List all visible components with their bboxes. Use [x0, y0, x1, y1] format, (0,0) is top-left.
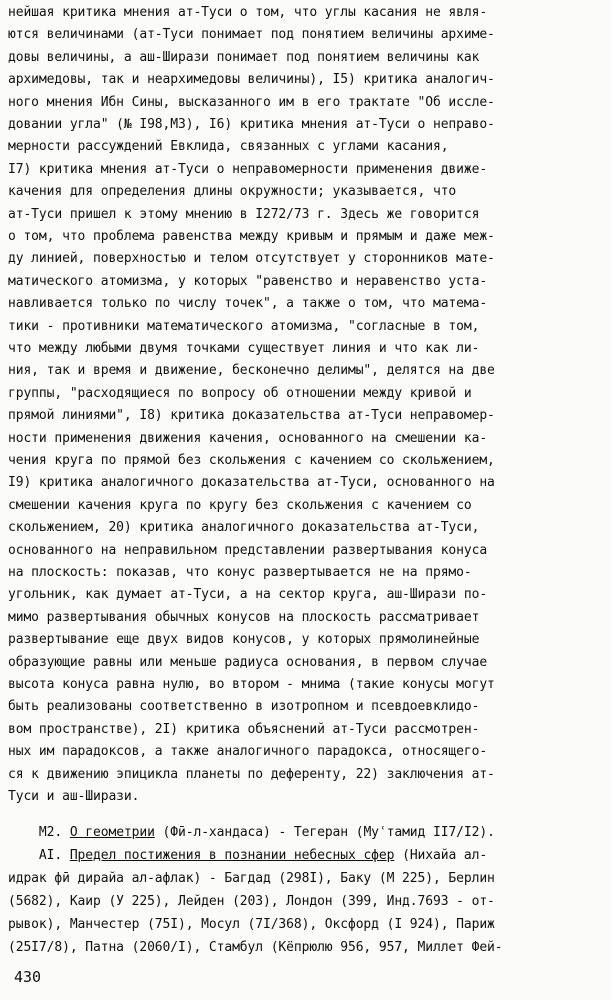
entry-m2-rest: (Фӣ-л-хандаса) - Тегеран (Муʿтамид II7/I2).	[154, 825, 495, 840]
entry-m2-title: О геометрии	[69, 825, 155, 840]
text-line: Туси и аш-Ширази.	[8, 789, 140, 804]
page-number: 430	[14, 968, 42, 986]
text-line: довании угла" (№ I98,M3), I6) критика мнения ат-Туси о неправо-	[8, 117, 495, 132]
text-line: навливается только по числу точек", а также о том, что матема-	[8, 296, 488, 312]
entry-m2-prefix: M2.	[8, 825, 70, 840]
text-line: ся к движению эпицикла планеты по деференту, 22) заключения ат-	[8, 766, 495, 782]
text-line: матического атомизма, у которых "равенство и неравенство уста-	[8, 273, 488, 289]
text-line: что между любыми двумя точками существует линия и что как ли-	[8, 341, 480, 356]
text-line: архимедовы, так и неархимедовы величины), I5) критика аналогич-	[8, 72, 495, 88]
text-line: I7) критика мнения ат-Туси о неправомерности применения движе-	[8, 161, 488, 177]
text-line: ния, так и время и движение, бесконечно делимы", делятся на две	[8, 363, 495, 379]
text-line: ного мнения Ибн Сины, высказанного им в его трактате "Об иссле-	[8, 94, 495, 110]
entry-a1	[8, 847, 604, 865]
text-line: ат-Туси пришел к этому мнению в I272/73 г. Здесь же говорится	[8, 206, 480, 222]
text-line: нейшая критика мнения ат-Туси о том, что углы касания не явля-	[8, 5, 488, 20]
text-line: основанного на неправильном представлении развертывания конуса	[8, 542, 488, 558]
text-line: I9) критика аналогичного доказательства ат-Туси, основанного на	[8, 475, 495, 491]
text-line: скольжением, 20) критика аналогичного доказательства ат-Туси,	[8, 520, 480, 536]
text-line: ются величинами (ат-Туси понимает под понятием величины архиме-	[8, 27, 495, 43]
text-line: мимо развертывания обычных конусов на плоскость рассматривает	[8, 609, 480, 625]
entry-a1-line: (25I7/8), Патна (2060/I), Стамбул (Кёпрюлю 956, 957, Миллет Фей-	[8, 940, 503, 955]
text-line: чения круга по прямой без скольжения с качением со скольжением,	[8, 453, 495, 468]
text-line: качения для определения длины окружности; указывается, что	[8, 184, 457, 200]
text-line: развертывание еще двух видов конусов, у которых прямолинейные	[8, 632, 480, 648]
entry-a1-line: идрак фӣ дирайа ал-афлак) - Багдад (298I), Баку (М 225), Берлин	[8, 871, 495, 886]
text-line: ных им парадоксов, а также аналогичного парадокса, относящего-	[8, 744, 488, 760]
text-line: вом пространстве), 2I) критика объяснений ат-Туси рассмотрен-	[8, 721, 480, 737]
entry-a1-line: рывок), Манчестер (75I), Мосул (7I/368), Оксфорд (I 924), Париж	[8, 917, 495, 932]
text-line: прямой линиями", I8) критика доказательства ат-Туси неправомер-	[8, 408, 495, 424]
text-line: довы величины, а аш-Ширази понимает под понятием величины как	[8, 49, 480, 65]
text-line: на плоскость: показав, что конус развертывается не на прямо-	[8, 565, 472, 580]
text-line: смешении качения круга по кругу без скольжения с качением со	[8, 497, 472, 513]
entry-a1-rest: (Нихайа ал-	[394, 848, 488, 863]
text-line: группы, "расходящиеся по вопросу об отношении между кривой и	[8, 385, 472, 401]
text-line: о том, что проблема равенства между кривым и прямым и даже меж-	[8, 229, 495, 244]
entry-m2	[8, 824, 604, 842]
text-line: быть реализованы соответственно в изотропном и псевдоевклидо-	[8, 699, 480, 715]
text-line: мерности рассуждений Евклида, связанных с углами касания,	[8, 139, 449, 155]
text-line: образующие равны или меньше радиуса основания, в первом случае	[8, 654, 488, 670]
entry-a1-line: (5682), Каир (У 225), Лейден (203), Лондон (399, Инд.7693 - от-	[8, 894, 495, 909]
entry-a1-prefix: AI.	[8, 848, 70, 863]
text-line: ности применения движения качения, основанного на смешении ка-	[8, 430, 488, 446]
text-line: ду линией, поверхностью и телом отсутствует у сторонников мате-	[8, 251, 495, 267]
text-line: высота конуса равна нулю, во втором - мнима (такие конусы могут	[8, 677, 495, 692]
entry-a1-title: Предел постижения в познании небесных сфер	[69, 848, 395, 863]
text-line: угольник, как думает ат-Туси, а на сектор круга, аш-Ширази по-	[8, 587, 488, 603]
text-line: тики - противники математического атомизма, "согласные в том,	[8, 318, 480, 334]
